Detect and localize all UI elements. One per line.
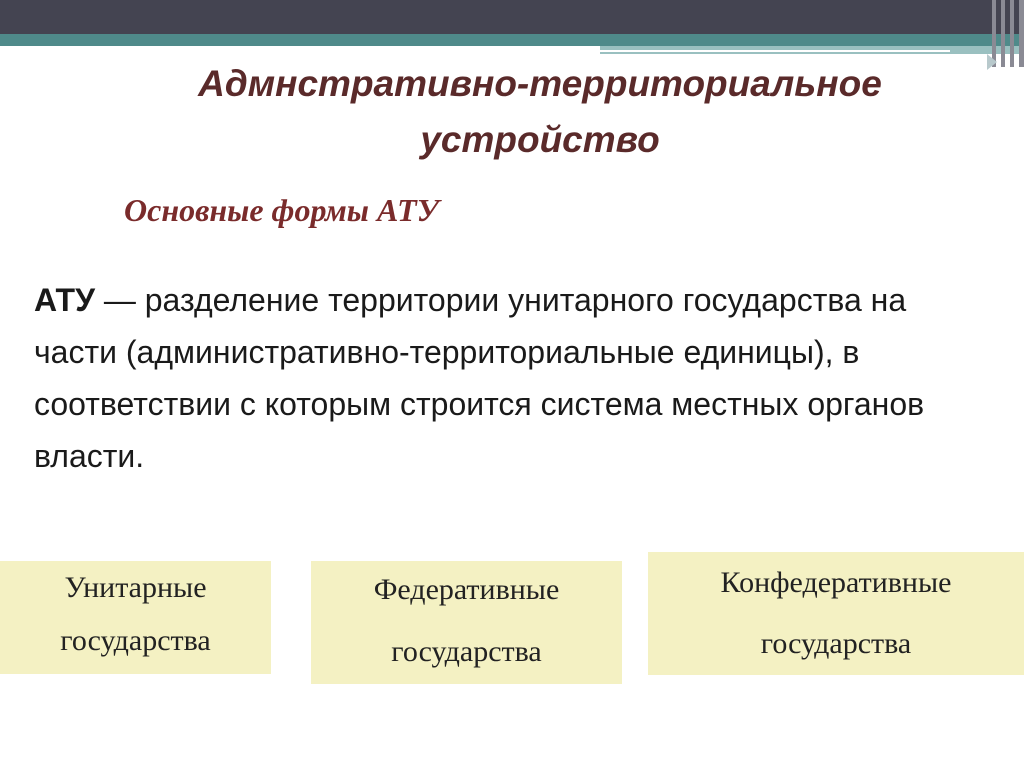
form-box-confederative xyxy=(648,552,1024,675)
definition-text: — разделение территории унитарного государства на части (административно-территориальные единицы), в соответствии с которым строится система местных органов власти. xyxy=(34,282,925,474)
header-stripe xyxy=(0,34,1024,46)
definition-paragraph xyxy=(34,274,994,482)
slide-subtitle: Основные формы АТУ xyxy=(124,192,439,228)
form-box-label: Федеративные xyxy=(373,573,560,606)
definition-term: АТУ xyxy=(34,282,95,318)
form-box-label: государства xyxy=(60,624,211,657)
decorative-bar xyxy=(1010,0,1014,67)
form-box-label: государства xyxy=(391,635,542,668)
form-box-label: государства xyxy=(760,627,912,660)
slide-title-line2: устройство xyxy=(420,119,660,160)
form-box-unitary xyxy=(0,561,271,674)
corner-arrow-icon xyxy=(987,54,997,70)
header-band xyxy=(0,0,1024,34)
slide-title-line1: Адмнстративно-территориальное xyxy=(198,63,882,104)
decorative-bar xyxy=(1019,0,1024,67)
form-box-label: Конфедеративные xyxy=(720,566,952,599)
form-box-federative xyxy=(311,561,622,684)
header-divider xyxy=(600,50,950,52)
form-box-label: Унитарные xyxy=(64,571,207,604)
slide-title xyxy=(100,56,980,168)
decorative-bar xyxy=(1001,0,1005,67)
